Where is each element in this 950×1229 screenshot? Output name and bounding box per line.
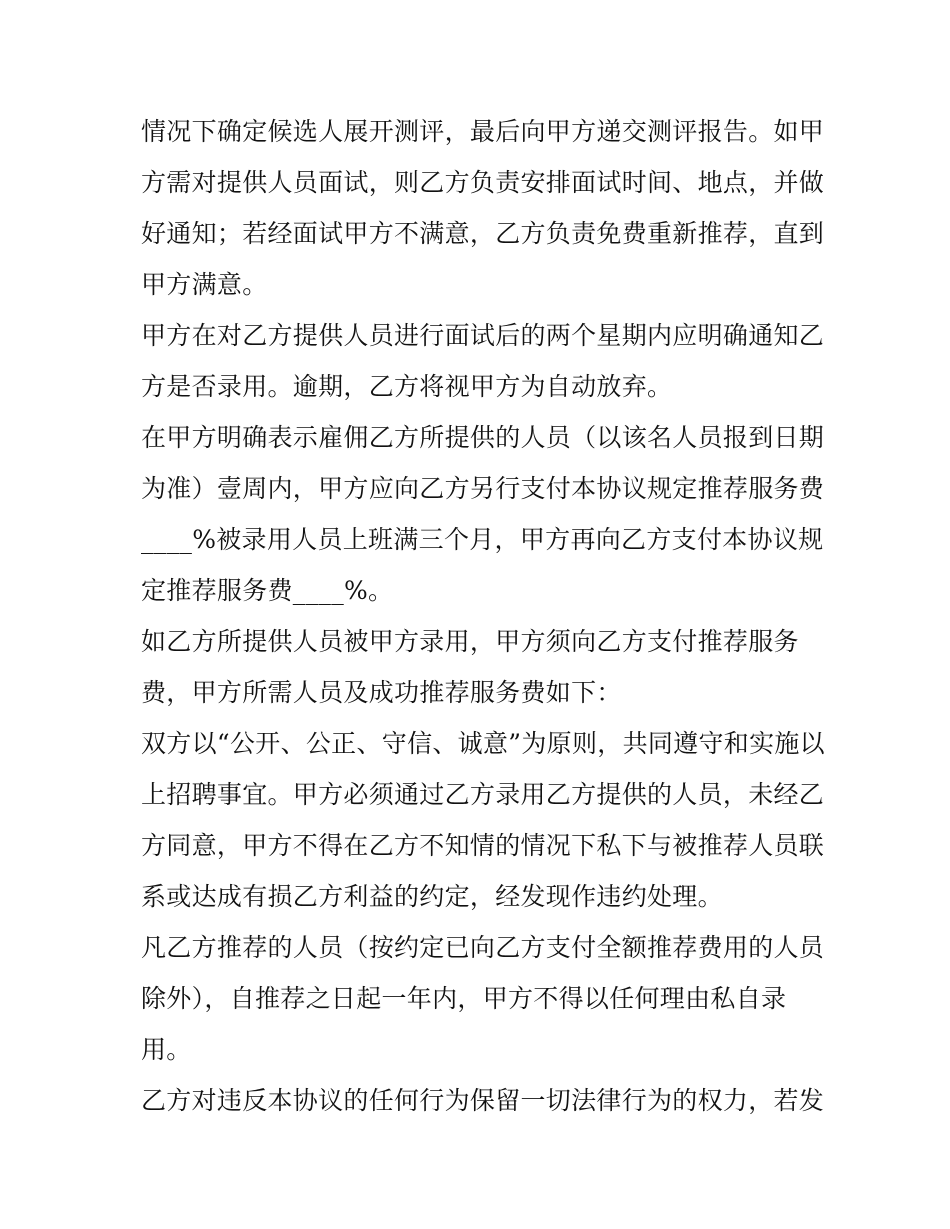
- text-line: ____%被录用人员上班满三个月，甲方再向乙方支付本协议规: [141, 525, 824, 554]
- text-line: 系或达成有损乙方利益的约定，经发现作违约处理。: [141, 882, 723, 911]
- text-line: 在甲方明确表示雇佣乙方所提供的人员（以该名人员报到日期: [141, 423, 825, 452]
- text-line: 上招聘事宜。甲方必须通过乙方录用乙方提供的人员，未经乙: [141, 780, 825, 809]
- text-line: 情况下确定候选人展开测评，最后向甲方递交测评报告。如甲: [141, 117, 825, 146]
- paragraph: [141, 1075, 825, 1126]
- paragraph: [141, 922, 825, 1075]
- text-line: 定推荐服务费____%。: [141, 576, 394, 605]
- paragraph: [141, 718, 825, 922]
- text-line: 为准）壹周内，甲方应向乙方另行支付本协议规定推荐服务费: [141, 474, 825, 503]
- text-line: 方同意，甲方不得在乙方不知情的情况下私下与被推荐人员联: [141, 831, 825, 860]
- paragraph: [141, 310, 825, 412]
- text-line: 凡乙方推荐的人员（按约定已向乙方支付全额推荐费用的人员: [141, 933, 825, 962]
- text-line: 好通知；若经面试甲方不满意，乙方负责免费重新推荐，直到: [141, 219, 825, 248]
- text-line: 方需对提供人员面试，则乙方负责安排面试时间、地点，并做: [141, 168, 825, 197]
- text-line: 方是否录用。逾期，乙方将视甲方为自动放弃。: [141, 372, 673, 401]
- paragraph: [141, 412, 825, 616]
- text-line: 如乙方所提供人员被甲方录用，甲方须向乙方支付推荐服务: [141, 627, 799, 656]
- text-line: 甲方满意。: [141, 270, 268, 299]
- text-line: 除外），自推荐之日起一年内，甲方不得以任何理由私自录: [141, 984, 787, 1013]
- text-line: 甲方在对乙方提供人员进行面试后的两个星期内应明确通知乙: [141, 321, 825, 350]
- paragraph: [141, 106, 825, 310]
- text-line: 用。: [141, 1035, 192, 1064]
- paragraph: [141, 616, 821, 718]
- document-body: [141, 106, 825, 1126]
- text-line: 乙方对违反本协议的任何行为保留一切法律行为的权力，若发: [141, 1086, 825, 1115]
- text-line: 费，甲方所需人员及成功推荐服务费如下：: [141, 678, 622, 707]
- text-line: 双方以“公开、公正、守信、诚意”为原则，共同遵守和实施以: [141, 729, 825, 758]
